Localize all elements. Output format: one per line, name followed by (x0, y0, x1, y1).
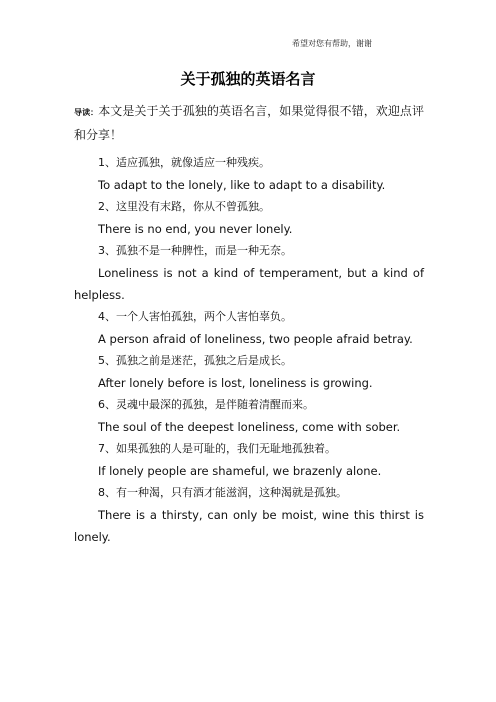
quote-item (74, 438, 424, 482)
intro-lead-label: 导读： (74, 108, 99, 117)
quote-english: After lonely before is lost, loneliness is growing. (98, 376, 373, 390)
quote-chinese: 4、一个人害怕孤独，两个人害怕辜负。 (98, 310, 292, 323)
page-title: 关于孤独的英语名言 (180, 70, 316, 88)
quote-chinese: 1、适应孤独，就像适应一种残疾。 (98, 156, 270, 169)
quote-list (74, 152, 424, 548)
quote-chinese: 7、如果孤独的人是可耻的，我们无耻地孤独着。 (98, 442, 336, 455)
quote-english: A person afraid of loneliness, two people afraid betray. (98, 332, 413, 346)
quote-english: If lonely people are shameful, we brazenly alone. (98, 464, 382, 478)
intro-text: 本文是关于关于孤独的英语名言，如果觉得很不错，欢迎点评和分享！ (74, 104, 425, 142)
header-note: 希望对您有帮助，谢谢 (292, 39, 372, 48)
quote-chinese: 3、孤独不是一种脾性，而是一种无奈。 (98, 244, 292, 257)
quote-chinese: 6、灵魂中最深的孤独，是伴随着清醒而来。 (98, 398, 314, 411)
quote-chinese: 8、有一种渴，只有酒才能滋润，这种渴就是孤独。 (98, 486, 347, 499)
quote-chinese: 2、这里没有末路，你从不曾孤独。 (98, 200, 270, 213)
quote-item (74, 482, 424, 548)
quote-english: There is no end, you never lonely. (98, 222, 293, 236)
quote-item (74, 240, 424, 306)
quote-item (74, 196, 424, 240)
quote-chinese: 5、孤独之前是迷茫，孤独之后是成长。 (98, 354, 292, 367)
intro-paragraph (74, 100, 424, 146)
quote-english: There is a thirsty, can only be moist, wine this thirst is lonely. (74, 508, 424, 544)
quote-item (74, 152, 424, 196)
quote-item (74, 306, 424, 350)
quote-english: The soul of the deepest loneliness, come with sober. (98, 420, 401, 434)
quote-english: Loneliness is not a kind of temperament, but a kind of helpless. (74, 266, 424, 302)
quote-item (74, 394, 424, 438)
quote-item (74, 350, 424, 394)
quote-english: To adapt to the lonely, like to adapt to a disability. (98, 178, 386, 192)
